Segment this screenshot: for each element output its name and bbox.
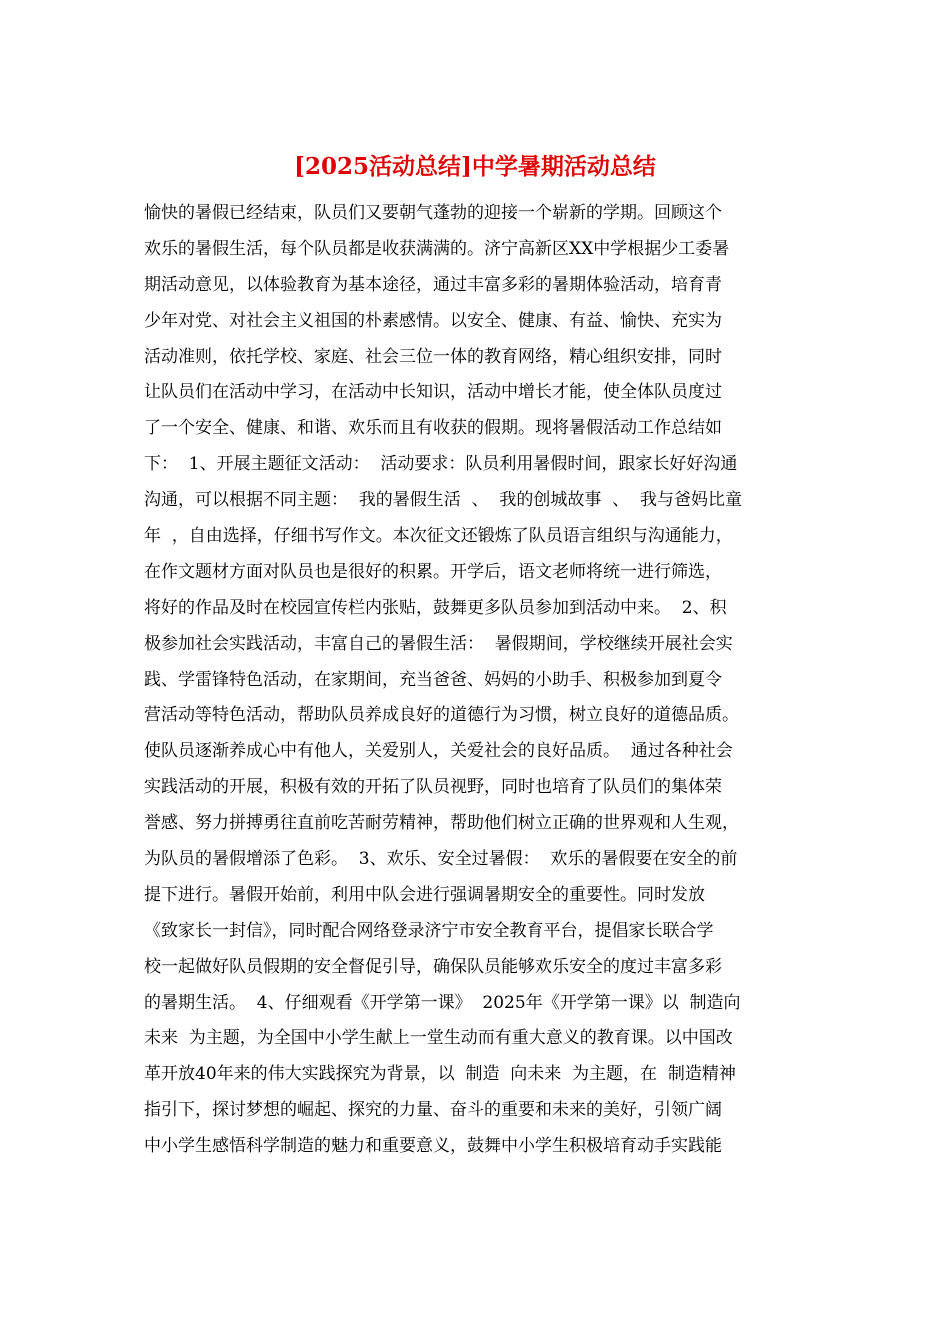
body-line: 了一个安全、健康、和谐、欢乐而且有收获的假期。现将暑假活动工作总结如 — [144, 418, 722, 439]
body-line: 提下进行。暑假开始前，利用中队会进行强调暑期安全的重要性。同时发放 — [144, 884, 705, 905]
body-line: 欢乐的暑假生活，每个队员都是收获满满的。济宁高新区XX中学根据少工委暑 — [144, 238, 730, 259]
body-line: 誉感、努力拼搏勇往直前吃苦耐劳精神，帮助他们树立正确的世界观和人生观， — [144, 813, 739, 834]
body-line: 践、学雷锋特色活动，在家期间，充当爸爸、妈妈的小助手、积极参加到夏令 — [144, 669, 722, 690]
body-line: 让队员们在活动中学习，在活动中长知识，活动中增长才能，使全体队员度过 — [144, 382, 722, 403]
document-body — [144, 196, 824, 1165]
body-line: 未来 为主题，为全国中小学生献上一堂生动而有重大意义的教育课。以中国改 — [144, 1028, 733, 1049]
body-line: 将好的作品及时在校园宣传栏内张贴，鼓舞更多队员参加到活动中来。 2、积 — [144, 597, 727, 618]
body-line: 活动准则，依托学校、家庭、社会三位一体的教育网络，精心组织安排，同时 — [144, 346, 722, 367]
body-line: 的暑期生活。 4、仔细观看《开学第一课》 2025年《开学第一课》以 制造向 — [144, 992, 741, 1013]
body-line: 校一起做好队员假期的安全督促引导，确保队员能够欢乐安全的度过丰富多彩 — [144, 956, 722, 977]
body-line: 期活动意见，以体验教育为基本途径，通过丰富多彩的暑期体验活动，培育青 — [144, 274, 722, 295]
body-line: 沟通，可以根据不同主题： 我的暑假生活 、 我的创城故事 、 我与爸妈比童 — [144, 490, 743, 511]
body-line: 极参加社会实践活动，丰富自己的暑假生活： 暑假期间，学校继续开展社会实 — [144, 633, 733, 654]
body-line: 为队员的暑假增添了色彩。 3、欢乐、安全过暑假： 欢乐的暑假要在安全的前 — [144, 849, 738, 870]
body-line: 使队员逐渐养成心中有他人，关爱别人，关爱社会的良好品质。 通过各种社会 — [144, 741, 733, 762]
body-line: 营活动等特色活动，帮助队员养成良好的道德行为习惯，树立良好的道德品质。 — [144, 705, 739, 726]
body-line: 愉快的暑假已经结束，队员们又要朝气蓬勃的迎接一个崭新的学期。回顾这个 — [144, 203, 722, 223]
body-line: 在作文题材方面对队员也是很好的积累。开学后，语文老师将统一进行筛选， — [144, 561, 722, 582]
body-line: 年 ，自由选择，仔细书写作文。本次征文还锻炼了队员语言组织与沟通能力， — [144, 526, 733, 547]
body-line: 实践活动的开展，积极有效的开拓了队员视野，同时也培育了队员们的集体荣 — [144, 777, 722, 798]
body-line: 革开放40年来的伟大实践探究为背景，以 制造 向未来 为主题，在 制造精神 — [144, 1064, 736, 1085]
body-line: 下： 1、开展主题征文活动： 活动要求：队员利用暑假时间，跟家长好好沟通 — [144, 454, 738, 475]
body-line: 指引下，探讨梦想的崛起、探究的力量、奋斗的重要和未来的美好，引领广阔 — [144, 1100, 722, 1121]
body-line: 中小学生感悟科学制造的魅力和重要意义，鼓舞中小学生积极培育动手实践能 — [144, 1136, 722, 1157]
body-line: 少年对党、对社会主义祖国的朴素感情。以安全、健康、有益、愉快、充实为 — [144, 310, 722, 331]
body-line: 《致家长一封信》，同时配合网络登录济宁市安全教育平台，提倡家长联合学 — [144, 920, 714, 941]
document-title: [2025活动总结]中学暑期活动总结 — [294, 153, 656, 180]
